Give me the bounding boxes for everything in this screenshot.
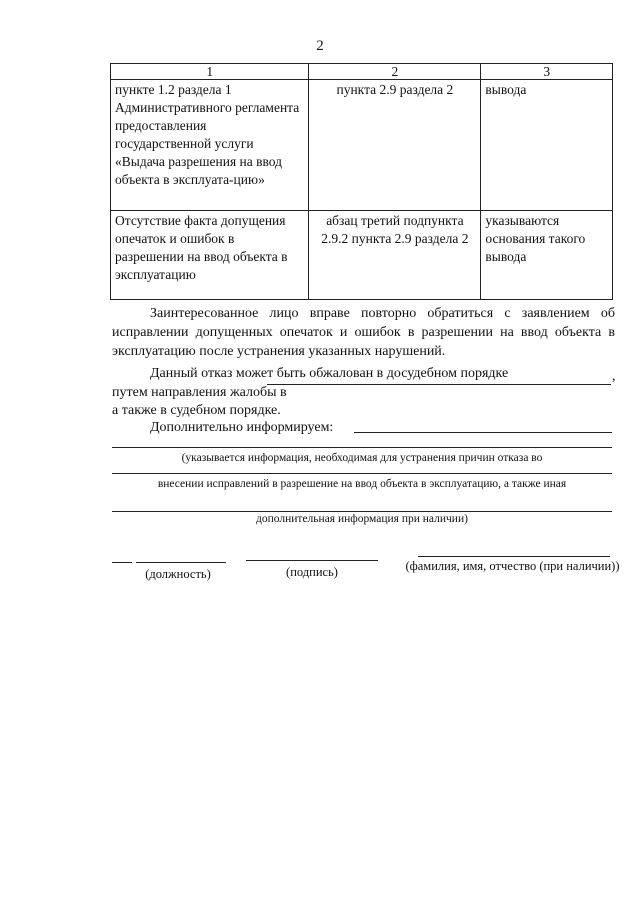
- caption-1: (указывается информация, необходимая для устранения причин отказа во: [181, 452, 543, 464]
- caption-3: дополнительная информация при наличии): [256, 513, 468, 525]
- additional-info-line: [354, 432, 612, 433]
- page-number: 2: [316, 38, 324, 54]
- table-row: [111, 80, 613, 211]
- column-header-3: 3: [481, 64, 613, 80]
- table-cell: Отсутствие факта допущения опечаток и ошибок в разрешении на ввод объекта в эксплуатацию: [111, 211, 309, 300]
- table-header-row: [111, 64, 613, 80]
- appeal-comma: ,: [612, 369, 616, 384]
- position-line: [136, 562, 226, 563]
- caption-2: внесении исправлений в разрешение на ввод объекта в эксплуатацию, а также иная: [157, 478, 567, 490]
- refusal-grounds-table: [110, 63, 613, 300]
- table-row: [111, 211, 613, 300]
- reapply-paragraph: Заинтересованное лицо вправе повторно обратиться с заявлением об исправлении допущенных опечаток и ошибок в разрешении на ввод объекта в эксплуатацию после устранения указанных нарушений.: [112, 306, 615, 359]
- table-cell: пункта 2.9 раздела 2: [309, 80, 481, 211]
- table-cell: абзац третий подпункта 2.9.2 пункта 2.9 раздела 2: [309, 211, 481, 300]
- appeal-body-line: [267, 384, 611, 385]
- additional-info-label: Дополнительно информируем:: [150, 420, 334, 435]
- position-caption: (должность): [145, 567, 211, 581]
- column-header-2: 2: [309, 64, 481, 80]
- table-cell: указываются основания такого вывода: [481, 211, 613, 300]
- column-header-1: 1: [111, 64, 309, 80]
- additional-info-line-3: [112, 473, 612, 474]
- signature-line: [246, 560, 378, 561]
- additional-info-line-2: [112, 447, 612, 448]
- full-name-caption: (фамилия, имя, отчество (при наличии)): [405, 559, 620, 573]
- additional-info-line-4: [112, 511, 612, 512]
- full-name-line: [418, 556, 610, 557]
- table-cell: пункте 1.2 раздела 1 Административного регламента предоставления государственной услуги «Выдача разрешения на ввод объекта в эксплуата-цию»: [111, 80, 309, 211]
- signature-caption: (подпись): [286, 565, 338, 579]
- signature-dash: [112, 562, 132, 563]
- table-cell: вывода: [481, 80, 613, 211]
- court-paragraph: а также в судебном порядке.: [112, 403, 281, 418]
- appeal-paragraph: Данный отказ может быть обжалован в досудебном порядке путем направления жалобы в: [112, 366, 509, 400]
